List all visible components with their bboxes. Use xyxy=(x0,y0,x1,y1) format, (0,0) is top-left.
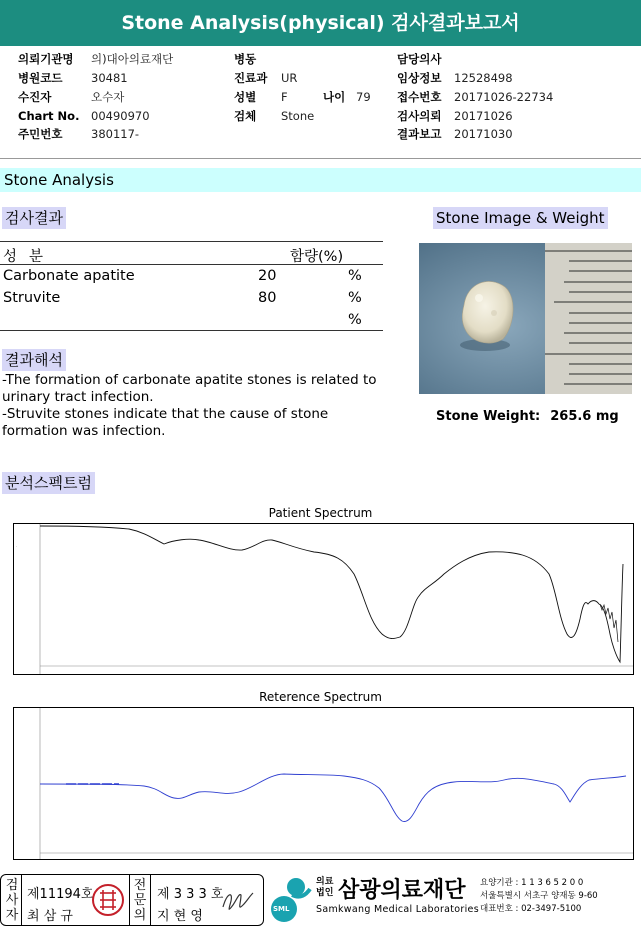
info-row xyxy=(397,69,553,88)
stone-photo-graphic xyxy=(419,243,632,394)
info-label: 성별 xyxy=(234,90,257,104)
divider xyxy=(129,875,130,925)
info-label: 의뢰기관명 xyxy=(18,52,74,66)
info-row xyxy=(397,50,553,69)
info-row xyxy=(397,126,553,143)
info-value: UR xyxy=(281,71,298,85)
patient-info-col3 xyxy=(397,50,553,143)
table-row xyxy=(0,287,383,309)
signature-icon xyxy=(219,887,257,917)
info-value: 380117- xyxy=(91,127,140,141)
component-column-header: 성분 xyxy=(3,249,56,265)
component-name: Struvite xyxy=(3,290,61,306)
axis-tick: · xyxy=(16,544,18,549)
info-label: 진료과 xyxy=(234,71,268,85)
patient-spectrum-title: Patient Spectrum xyxy=(268,506,373,520)
info-label: Chart No. xyxy=(18,109,80,123)
report-title: Stone Analysis(physical) 검사결과보고서 xyxy=(0,0,641,46)
info-label: 결과보고 xyxy=(397,127,442,141)
info-value: 00490970 xyxy=(91,109,150,123)
info-row xyxy=(18,50,173,69)
reference-spectrum-svg xyxy=(14,708,633,859)
content-column-header: 함량(%) xyxy=(290,249,344,265)
info-value xyxy=(281,50,323,69)
info-label: 수진자 xyxy=(18,90,52,104)
info-label: 병동 xyxy=(234,52,257,66)
info-value: 20171026 xyxy=(454,109,513,123)
info-value: 30481 xyxy=(91,71,128,85)
org-address: 서울특별시 서초구 양재동 9-60 xyxy=(480,891,598,901)
sml-logo-text: SML xyxy=(273,905,290,913)
info-label: 검사의뢰 xyxy=(397,109,442,123)
info-row xyxy=(234,88,371,107)
inspector-seal-icon xyxy=(91,881,125,919)
org-prefix: 의료법인 xyxy=(316,877,334,898)
section-title: Stone Analysis xyxy=(0,168,641,192)
signature-box xyxy=(0,874,264,926)
info-value: F xyxy=(281,90,288,104)
results-table xyxy=(0,241,383,331)
header-divider xyxy=(0,158,641,159)
info-row xyxy=(234,69,371,88)
interpretation-line: -The formation of carbonate apatite stones is related to urinary tract infection. xyxy=(2,372,377,405)
info-value: 20171026-22734 xyxy=(454,90,554,104)
reference-spectrum-line xyxy=(40,774,626,822)
table-row xyxy=(0,309,383,331)
patient-info-col2 xyxy=(234,50,371,126)
divider xyxy=(21,875,22,925)
stone-weight-label: Stone Weight: xyxy=(436,409,541,424)
component-value: 20 xyxy=(258,268,277,284)
info-value: 20171030 xyxy=(454,127,513,141)
info-row xyxy=(18,107,173,126)
info-label: 접수번호 xyxy=(397,90,442,104)
info-value: 12528498 xyxy=(454,71,513,85)
info-label: 주민번호 xyxy=(18,127,63,141)
org-contact xyxy=(480,877,598,916)
spectrum-heading: 분석스펙트럼 xyxy=(2,472,95,494)
info-row xyxy=(234,107,371,126)
patient-spectrum-svg xyxy=(14,524,633,674)
component-value: 80 xyxy=(258,290,277,306)
org-english-name: Samkwang Medical Laboratories xyxy=(316,904,479,915)
info-value: 의)대아의료재단 xyxy=(91,52,174,66)
component-name: Carbonate apatite xyxy=(3,268,135,284)
interpretation-text xyxy=(2,372,394,440)
stone-photo xyxy=(419,243,632,394)
info-row xyxy=(18,69,173,88)
interpretation-line: -Struvite stones indicate that the cause of stone formation was infection. xyxy=(2,406,329,439)
info-label: 병원코드 xyxy=(18,71,63,85)
stone-heading: Stone Image & Weight xyxy=(433,207,608,229)
info-row xyxy=(234,50,371,69)
info-label: 임상정보 xyxy=(397,71,442,85)
info-row xyxy=(397,107,553,126)
results-header-row xyxy=(0,241,383,265)
report-footer xyxy=(0,871,641,934)
info-row xyxy=(18,88,173,107)
reference-spectrum-chart xyxy=(13,707,634,860)
stone-weight-value: 265.6 mg xyxy=(550,409,619,424)
patient-info-col1 xyxy=(18,50,173,143)
org-phone: 대표번호 : 02-3497-5100 xyxy=(480,904,582,914)
patient-spectrum-noise xyxy=(600,604,618,642)
specialist-label: 전문의 xyxy=(133,878,147,923)
inspector-name: 최 삼 규 xyxy=(27,909,73,924)
table-row xyxy=(0,265,383,287)
info-value: Stone xyxy=(281,109,315,123)
info-value: 79 xyxy=(356,90,371,104)
component-unit: % xyxy=(348,290,362,306)
specialist-name: 지 현 영 xyxy=(157,909,203,924)
org-name: 삼광의료재단 xyxy=(338,878,466,903)
inspector-label: 검사자 xyxy=(5,878,19,923)
care-institution-no: 요양기관 : 1 1 3 6 5 2 0 0 xyxy=(480,878,584,888)
info-row xyxy=(18,126,173,143)
sml-logo-icon xyxy=(266,873,318,923)
stone-weight xyxy=(436,409,619,424)
specialist-license-no: 제 3 3 3 호 xyxy=(157,887,224,902)
info-label: 나이 xyxy=(323,90,346,104)
results-heading: 검사결과 xyxy=(2,207,66,229)
component-unit: % xyxy=(348,268,362,284)
inspector-license-no: 제11194호 xyxy=(27,887,94,902)
info-label: 담당의사 xyxy=(397,52,442,66)
patient-spectrum-line xyxy=(40,526,623,662)
info-value: 오수자 xyxy=(91,90,125,104)
interpretation-heading: 결과해석 xyxy=(2,349,66,371)
divider xyxy=(150,875,151,925)
patient-spectrum-chart xyxy=(13,523,634,675)
reference-spectrum-title: Reterence Spectrum xyxy=(259,690,382,704)
info-row xyxy=(397,88,553,107)
component-unit: % xyxy=(348,312,362,328)
info-label: 검체 xyxy=(234,109,257,123)
